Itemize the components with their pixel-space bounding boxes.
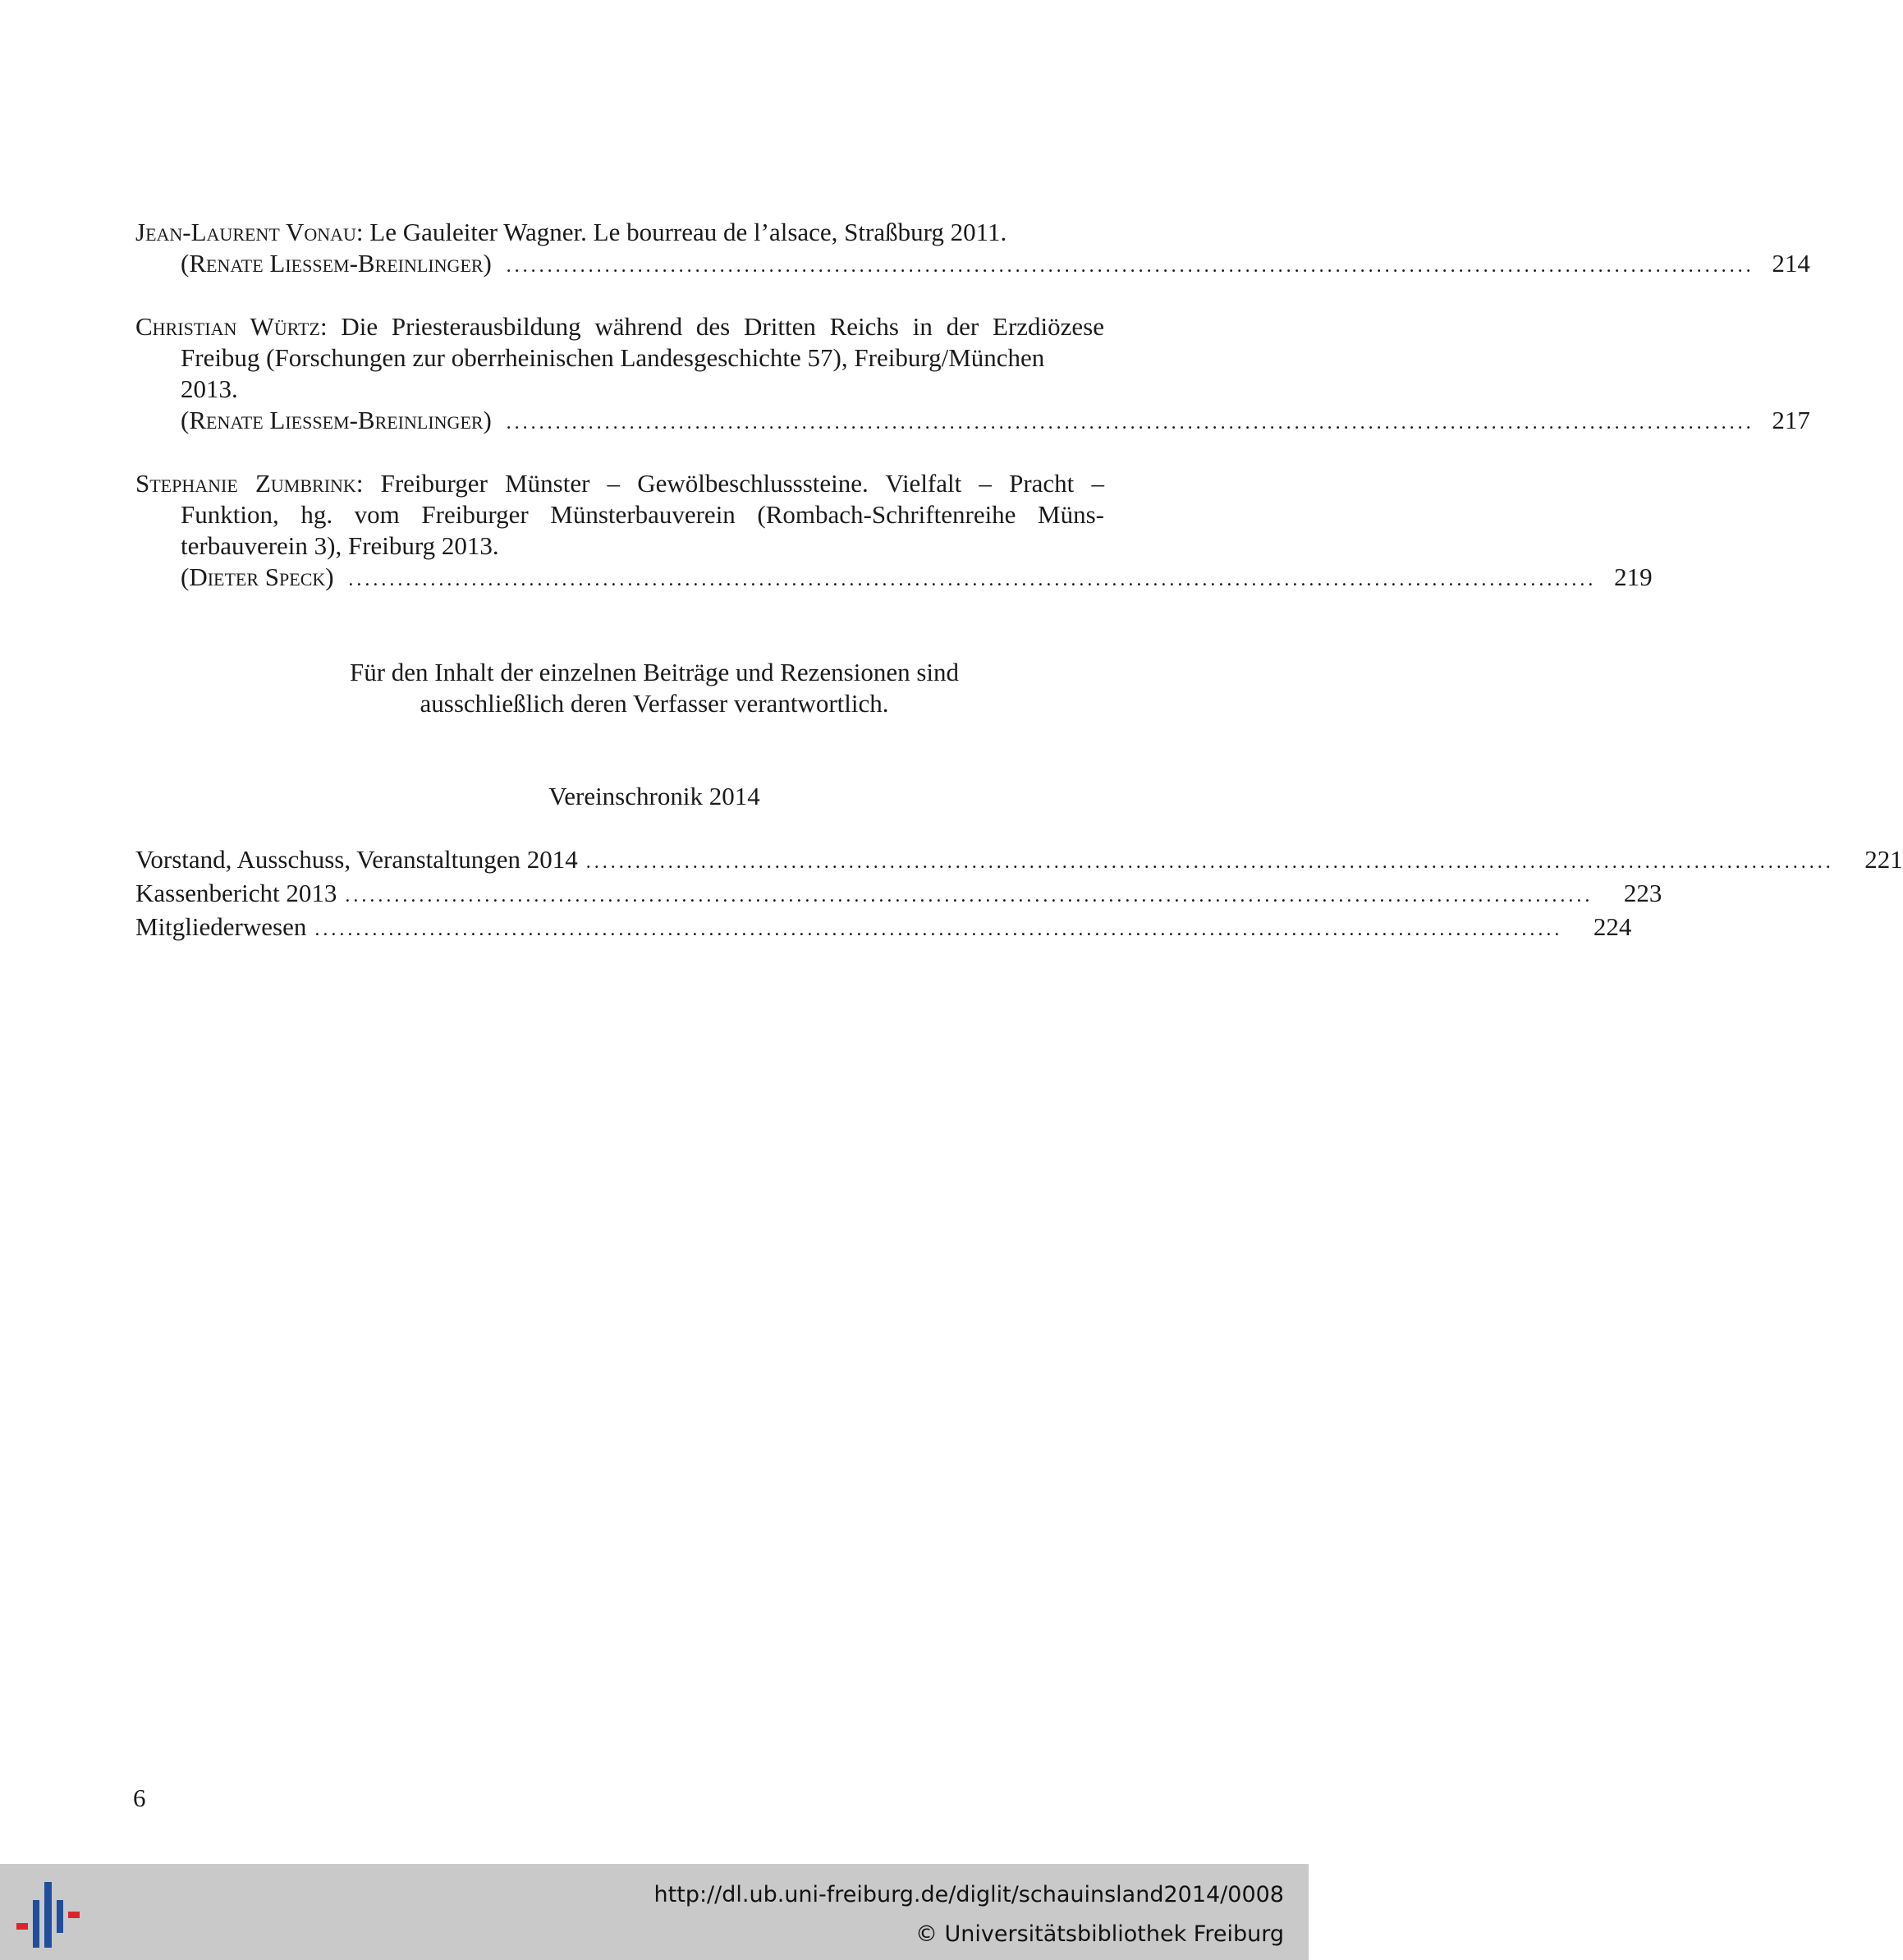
toc-item-label: Vorstand, Ausschuss, Veranstaltungen 2014 — [135, 845, 578, 874]
leader-dots: ........................................................................................................................................................ — [345, 885, 1593, 907]
review-title-line: Le Gauleiter Wagner. Le bourreau de l’alsace, Straßburg 2011. — [369, 218, 1007, 246]
page-reference: 223 — [1623, 879, 1662, 907]
review-title-line: Freiburger Münster – Gewölbeschlusssteine. Vielfalt – Pracht – — [380, 469, 1104, 498]
copyright-notice: © Universitätsbibliothek Freiburg — [915, 1921, 1284, 1947]
review-entry: Christian Würtz: Die Priesterausbildung während des Dritten Reichs in der Erzdiözese Freibug (Forschungen zur oberrheinischen Landesgeschichte 57), Freiburg/München 2013. (Renate Liessem-Breinlinger) ........................................................................................................................................................ 217 — [135, 312, 1810, 434]
page-reference: 224 — [1593, 912, 1632, 941]
library-footer — [0, 1864, 1309, 1960]
toc-item-label: Kassenbericht 2013 — [135, 879, 337, 907]
reviewer-name: (Dieter Speck) — [181, 562, 334, 591]
page-reference: 214 — [1772, 249, 1810, 278]
page-number: 6 — [133, 1783, 146, 1812]
chronicle-toc — [135, 844, 1903, 945]
review-title-line: 2013. — [181, 374, 238, 403]
leader-dots: ........................................................................................................................................................ — [314, 919, 1563, 940]
reviewer-name: (Renate Liessem-Breinlinger) — [181, 406, 492, 434]
toc-item — [135, 878, 1662, 911]
document-url-link[interactable]: http://dl.ub.uni-freiburg.de/diglit/schauinsland2014/0008 — [653, 1882, 1284, 1907]
reviewer-name: (Renate Liessem-Breinlinger) — [181, 249, 492, 278]
review-title-line: Freibug (Forschungen zur oberrheinischen Landesgeschichte 57), Freiburg/München — [181, 343, 1045, 372]
leader-dots: ........................................................................................................................................................ — [585, 851, 1834, 873]
responsibility-note — [0, 657, 1309, 719]
section-heading: Vereinschronik 2014 — [548, 782, 760, 810]
review-author: Jean-Laurent Vonau — [135, 218, 356, 246]
responsibility-note-line: Für den Inhalt der einzelnen Beiträge und Rezensionen sind — [349, 658, 960, 686]
review-title-line: terbauverein 3), Freiburg 2013. — [181, 531, 499, 560]
review-title-line: Funktion, hg. vom Freiburger Münsterbauverein (Rombach-Schriftenreihe Müns- — [181, 500, 1104, 529]
page-reference: 217 — [1772, 406, 1810, 434]
review-author: Christian Würtz — [135, 312, 320, 341]
toc-item — [135, 844, 1903, 878]
responsibility-note-line: ausschließlich deren Verfasser verantwortlich. — [420, 689, 889, 718]
review-author: Stephanie Zumbrink — [135, 469, 356, 498]
leader-dots: ........................................................................................................................................................ — [506, 255, 1754, 277]
page-reference: 221 — [1864, 845, 1903, 874]
leader-dots: ........................................................................................................................................................ — [506, 412, 1754, 434]
review-entry: Stephanie Zumbrink: Freiburger Münster – Gewölbeschlusssteine. Vielfalt – Pracht – Funktion, hg. vom Freiburger Münsterbauverein (Rombach-Schriftenreihe Müns- terbauverein 3), Freiburg 2013. (Dieter Speck) ........................................................................................................................................................ 219 — [135, 469, 1653, 591]
leader-dots: ........................................................................................................................................................ — [348, 569, 1597, 590]
page-reference: 219 — [1614, 562, 1653, 591]
review-title-line: Die Priesterausbildung während des Dritten Reichs in der Erzdiözese — [341, 312, 1104, 341]
toc-item-label: Mitgliederwesen — [135, 912, 307, 941]
toc-item — [135, 911, 1632, 945]
library-logo-icon — [16, 1882, 82, 1948]
review-entry: Jean-Laurent Vonau: Le Gauleiter Wagner. Le bourreau de l’alsace, Straßburg 2011. (Renate Liessem-Breinlinger) ........................................................................................................................................................ 214 — [135, 218, 1810, 278]
